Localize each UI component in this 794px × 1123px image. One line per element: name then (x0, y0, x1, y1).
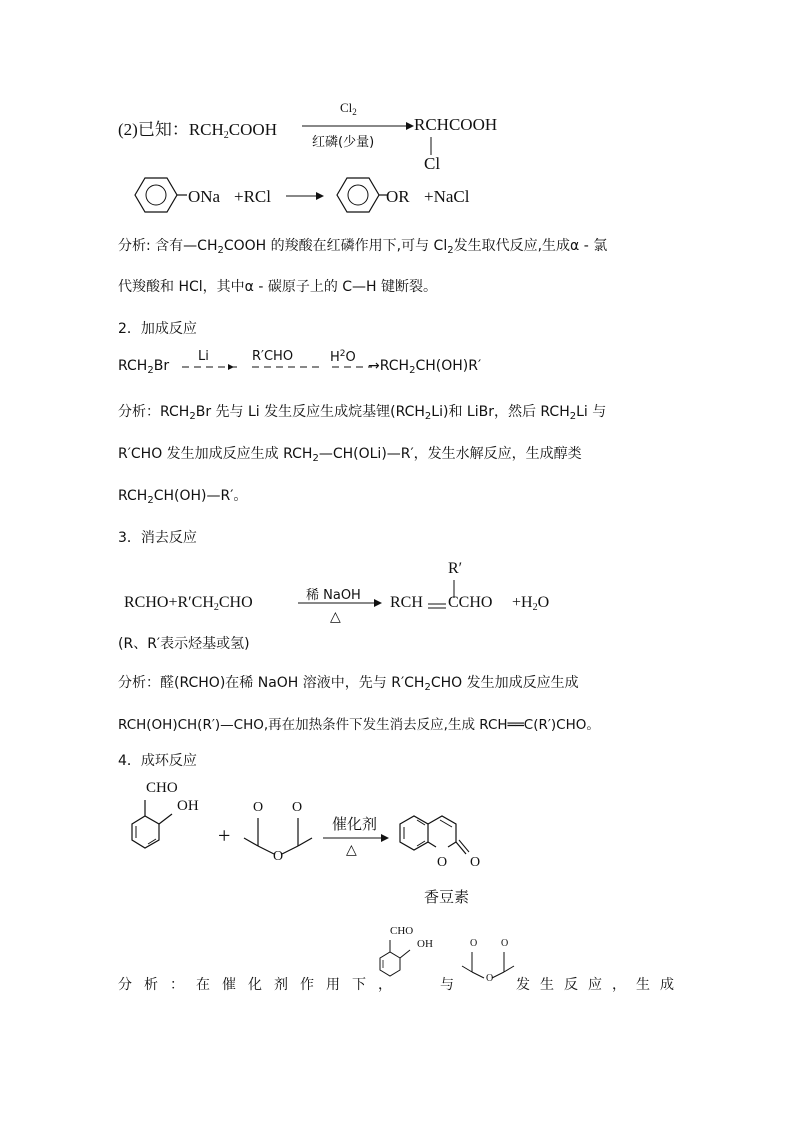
sec3-water-sub: 2 (532, 602, 538, 613)
para4-oh: OH (417, 938, 433, 950)
para4-cho: CHO (390, 925, 414, 937)
para4-anhydride (462, 948, 522, 988)
para2-l1-c: Li)和 LiBr，然后 RCH (431, 404, 570, 420)
sec3-water-tail: O (537, 594, 550, 611)
sec4-plus: + (218, 823, 231, 848)
para4-o2: O (501, 938, 509, 949)
salicylaldehyde-structure (124, 796, 194, 876)
eq2-reagent-top-text: Cl (340, 100, 353, 115)
sec2-eq-start-sub: 2 (147, 365, 154, 376)
para3-line1 (118, 672, 579, 693)
coumarin-o-carbonyl: O (470, 855, 481, 870)
para3-l1-a: 分析：醛(RCHO)在稀 NaOH 溶液中，先与 R′CH (118, 675, 425, 691)
sec2-eq-start (118, 358, 169, 376)
para2-l1-a: 分析：RCH (118, 404, 190, 420)
para4-b: 与 (440, 977, 454, 993)
sec3-heading: 3．消去反应 (118, 530, 197, 546)
para2-line3 (118, 485, 247, 506)
sec3-arrow (298, 597, 388, 611)
para4-a: 分析：在催化剂作用下， (118, 977, 404, 993)
sec4-cho: CHO (146, 780, 178, 796)
sec2-h2o-h: H (330, 350, 340, 365)
para2-l2-sub: 2 (312, 453, 319, 464)
para1-b: COOH 的羧酸在红磷作用下,可与 Cl (223, 238, 448, 254)
sec2-heading: 2．加成反应 (118, 321, 197, 337)
sec3-reactants-sub: 2 (213, 602, 219, 613)
plus-rcl: +RCl (234, 187, 271, 206)
sec4-oh: OH (177, 798, 199, 814)
anhydride-structure (244, 812, 324, 862)
sec2-eq-start-tail: Br (153, 358, 170, 374)
para1-c: 发生取代反应,生成α - 氯 (453, 238, 608, 254)
para2-l1-sub3: 2 (569, 411, 577, 422)
sec2-eq-end-tail: CH(OH)R′ (415, 358, 482, 374)
eq2-reactant: RCH (188, 120, 224, 139)
eq2-prefix: (2)已知： (118, 120, 189, 139)
para2-l2-a: R′CHO 发生加成反应生成 RCH (118, 446, 313, 462)
anhydride-o3: O (273, 849, 284, 864)
para4-o3: O (486, 973, 494, 984)
eq2-reactant-tail: COOH (228, 120, 277, 139)
para1-a: 分析: 含有—CH (118, 238, 218, 254)
para2-l1-d: Li 与 (576, 404, 607, 420)
sec4-arrow (323, 832, 393, 846)
sec3-r-prime: R′ (448, 560, 463, 577)
sec3-reactants (124, 594, 253, 613)
para2-l3-a: RCH (118, 488, 148, 504)
anhydride-o1: O (253, 800, 264, 815)
para2-l1-sub2: 2 (424, 411, 432, 422)
sec2-eq-end-sub: 2 (409, 365, 416, 376)
para2-l3-sub: 2 (147, 495, 154, 506)
para3-l1-b: CHO 发生加成反应生成 (430, 675, 579, 691)
anhydride-o2: O (292, 800, 303, 815)
eq2-reagent-top-sub: 2 (352, 107, 357, 117)
coumarin-o-ring: O (437, 855, 448, 870)
sec2-rcho: R′CHO (252, 349, 294, 364)
ona-group: ONa (188, 187, 221, 206)
para4-o1: O (470, 938, 478, 949)
para1-sub: 2 (217, 245, 224, 256)
para3-l1-sub: 2 (424, 682, 431, 693)
sec4-heat: △ (346, 842, 357, 858)
eq2-reactant-sub: 2 (223, 130, 229, 141)
sec2-li: Li (198, 349, 209, 364)
eq2-reagent-bottom: 红磷(少量) (312, 135, 375, 150)
sec2-h2o-sup: 2 (339, 349, 346, 359)
sec3-water (512, 594, 549, 613)
or-group: OR (386, 187, 410, 206)
sec3-product-b: CCHO (448, 594, 493, 611)
sec2-h2o-tail: O (345, 350, 356, 365)
sec4-heading: 4．成环反应 (118, 753, 197, 769)
phenol-arrow (286, 190, 326, 204)
sec2-eq-end (368, 358, 481, 376)
eq2-product: RCHCOOH (414, 115, 498, 134)
para2-l1-b: Br 先与 Li 发生反应生成烷基锂(RCH (195, 404, 425, 420)
sec3-reagent-top: 稀 NaOH (306, 588, 361, 603)
sec3-double-bond (428, 602, 448, 612)
para2-line2 (118, 443, 582, 464)
sec2-eq-start-text: RCH (118, 358, 148, 374)
sec3-note: (R、R′表示烃基或氢) (118, 636, 250, 652)
para1-sub2: 2 (447, 245, 454, 256)
eq2-reagent-top (340, 100, 357, 117)
sec3-heat: △ (330, 609, 341, 625)
para4-salicylaldehyde (374, 936, 424, 996)
para2-l1-sub: 2 (189, 411, 196, 422)
coumarin-label: 香豆素 (424, 888, 470, 906)
eq2-product-cl: Cl (424, 154, 441, 173)
sec3-reactants-text: RCHO+R′CH (124, 594, 214, 611)
sec4-catalyst: 催化剂 (332, 815, 378, 833)
sec3-reactants-tail: CHO (218, 594, 253, 611)
para2-l3-b: CH(OH)—R′。 (153, 488, 248, 504)
sec2-eq-end-text: →RCH (368, 358, 410, 374)
para2-l2-b: —CH(OLi)—R′，发生水解反应，生成醇类 (318, 446, 582, 462)
para3-line2: RCH(OH)CH(R′)—CHO,再在加热条件下发生消去反应,生成 RCH══C(R′)CHO。 (118, 717, 600, 733)
benzene-ring-1 (125, 175, 195, 219)
para2-line1 (118, 401, 606, 422)
sec3-water-h: +H (512, 594, 533, 611)
para1-line1 (118, 235, 607, 256)
coumarin-structure (392, 796, 512, 876)
plus-nacl: +NaCl (424, 187, 470, 206)
para1-line2: 代羧酸和 HCl，其中α - 碳原子上的 C—H 键断裂。 (118, 279, 438, 295)
sec3-product-a: RCH (390, 594, 423, 611)
eq2-prefix-line (118, 115, 277, 141)
para4-c: 发生反应，生成 (516, 977, 684, 993)
